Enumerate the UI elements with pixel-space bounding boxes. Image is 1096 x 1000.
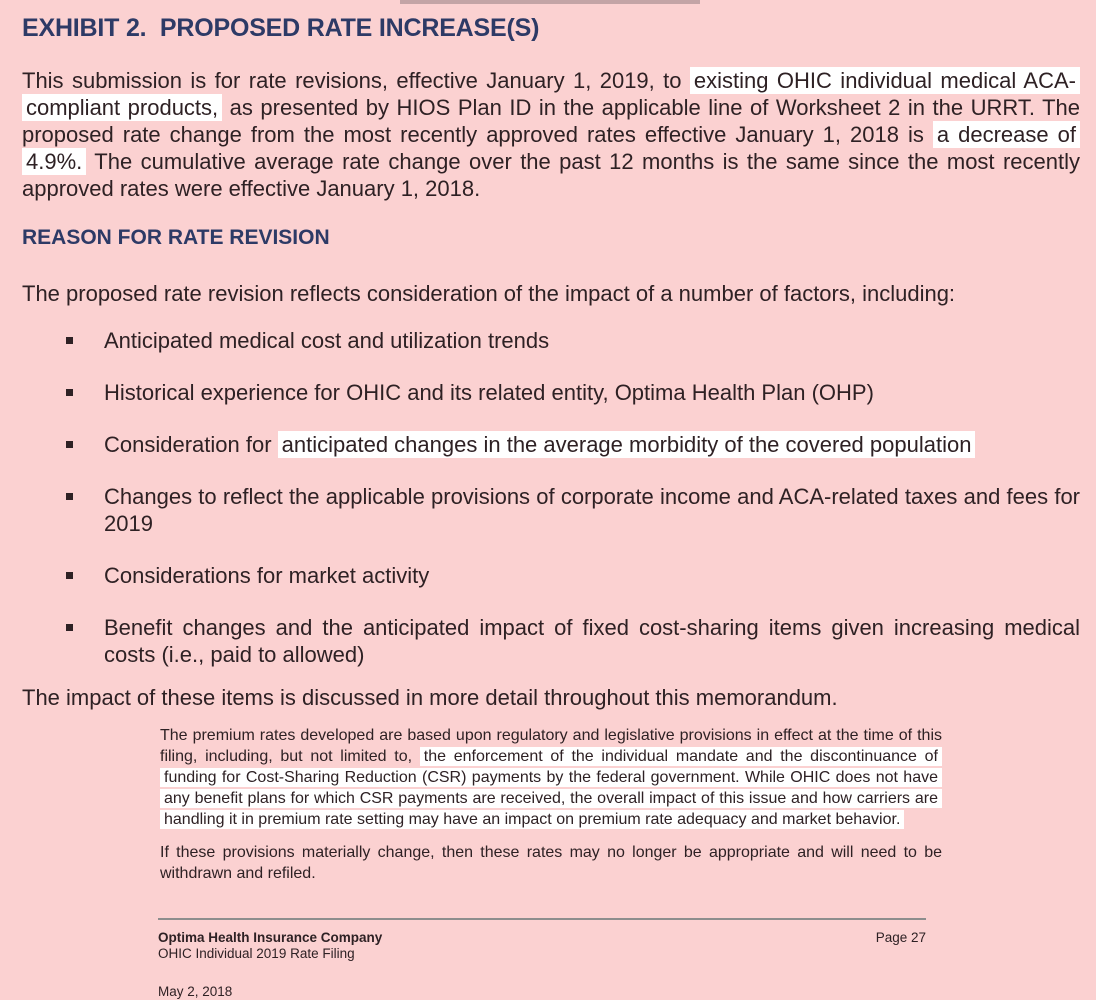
highlighted-text: a decrease of 4.9%.: [22, 121, 1080, 175]
text-run: as presented by HIOS Plan ID in the applicable line of Worksheet 2 in the URRT. The proposed rate change from the most recently approved rates effective January 1, 2018 is: [22, 95, 1080, 147]
footer-row: [158, 930, 926, 962]
memo-block: [160, 725, 942, 884]
text-run: Historical experience for OHIC and its related entity, Optima Health Plan (OHP): [104, 380, 874, 405]
bullet-text: [104, 380, 874, 405]
reason-bullet-list: [22, 327, 1080, 668]
text-run: Consideration for: [104, 432, 278, 457]
bullet-item: [22, 614, 1080, 668]
text-run: Considerations for market activity: [104, 563, 430, 588]
exhibit-heading: EXHIBIT 2. PROPOSED RATE INCREASE(S): [22, 14, 540, 42]
page-footer: [22, 918, 1080, 1000]
square-bullet-icon: [66, 493, 73, 500]
highlighted-text: anticipated changes in the average morbidity of the covered population: [278, 431, 976, 458]
text-run: Anticipated medical cost and utilization trends: [104, 328, 550, 353]
footer-company: Optima Health Insurance Company: [158, 930, 383, 945]
square-bullet-icon: [66, 441, 73, 448]
text-run: The premium rates developed are based upon regulatory and legislative provisions in effect at the time of this filing, including, but not limited to,: [160, 727, 942, 765]
lead-paragraph: The proposed rate revision reflects consideration of the impact of a number of factors, including:: [22, 281, 956, 306]
square-bullet-icon: [66, 389, 73, 396]
highlighted-text: existing OHIC individual medical ACA-compliant products,: [22, 67, 1080, 121]
text-run: This submission is for rate revisions, effective January 1, 2019, to: [22, 68, 690, 93]
text-run: The cumulative average rate change over the past 12 months is the same since the most recently approved rates were effective January 1, 2018.: [22, 149, 1080, 201]
bullet-text: [104, 563, 429, 588]
top-edge-artifact: [400, 0, 700, 4]
square-bullet-icon: [66, 572, 73, 579]
bullet-item: [22, 562, 1080, 589]
bullet-text: [104, 484, 1080, 536]
section-heading: REASON FOR RATE REVISION: [22, 226, 330, 249]
text-run: Changes to reflect the applicable provisions of corporate income and ACA-related taxes and fees for 2019: [104, 484, 1080, 536]
square-bullet-icon: [66, 624, 73, 631]
footer-rule: [158, 918, 926, 920]
bullet-item: [22, 327, 1080, 354]
footer-left-block: [158, 930, 382, 962]
square-bullet-icon: [66, 337, 73, 344]
memo-paragraph: [160, 725, 942, 830]
footer-page-number: Page 27: [875, 930, 926, 945]
footer-filing: OHIC Individual 2019 Rate Filing: [158, 946, 355, 961]
bullet-item: [22, 483, 1080, 537]
highlighted-text: the enforcement of the individual mandate and the discontinuance of funding for Cost-Sharing Reduction (CSR) payments by the federal government. While OHIC does not have any benefit plans for which CSR payments are received, the overall impact of this issue and how carriers are handling it in premium rate setting may have an impact on premium rate adequacy and market behavior.: [160, 747, 942, 829]
intro-paragraph: [22, 67, 1080, 202]
text-run: Benefit changes and the anticipated impact of fixed cost-sharing items given increasing medical costs (i.e., paid to allowed): [104, 615, 1080, 667]
bullet-item: [22, 379, 1080, 406]
bullet-text: [104, 431, 975, 458]
document-content: [0, 14, 1096, 1000]
footer-date: May 2, 2018: [158, 984, 233, 999]
bullet-text: [104, 615, 1080, 667]
bullet-item: [22, 431, 1080, 458]
memo-continuation-paragraph: If these provisions materially change, then these rates may no longer be appropriate and will need to be withdrawn and refiled.: [160, 844, 942, 882]
impact-paragraph: The impact of these items is discussed in more detail throughout this memorandum.: [22, 685, 838, 710]
bullet-text: [104, 328, 549, 353]
